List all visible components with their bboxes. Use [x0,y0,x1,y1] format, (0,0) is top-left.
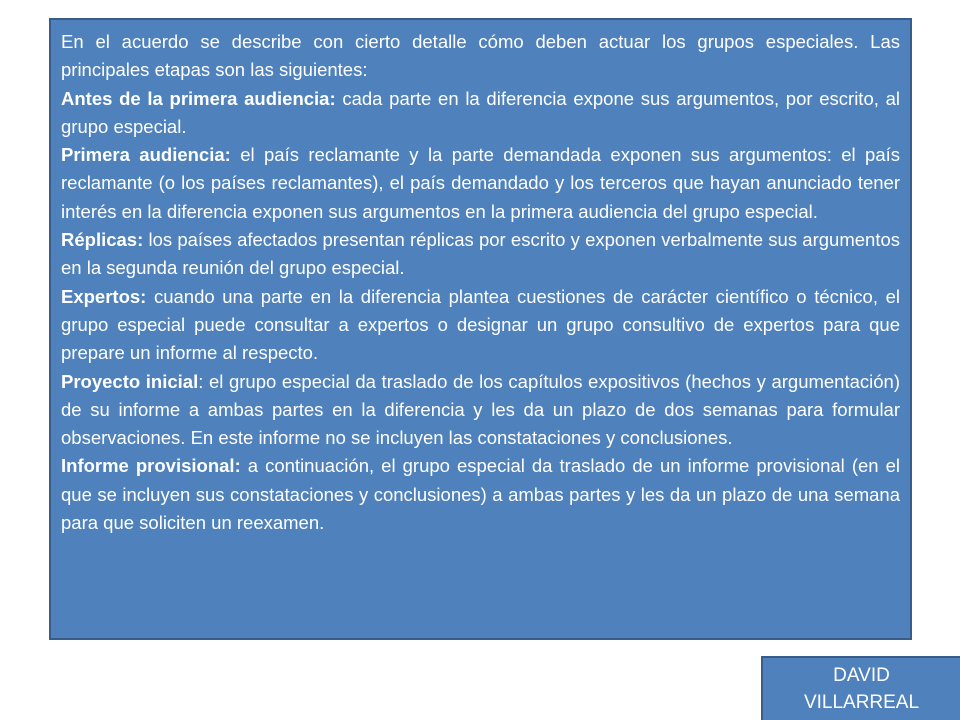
stage-title: Proyecto inicial [61,370,199,392]
author-last-name: VILLARREAL [803,692,920,713]
stage-title: Expertos: [61,285,147,307]
stage-title: Primera audiencia: [61,144,231,166]
stage-text: los países afectados presentan réplicas por escrito y exponen verbalmente sus argumentos en la segunda reunión del grupo especial. [61,229,900,279]
stage-paragraph-rebuttals [61,226,900,283]
stage-text: a continuación, el grupo especial da traslado de un informe provisional (en el que se incluyen sus constataciones y conclusiones) a ambas partes y les da un plazo de una semana para que soliciten un reexamen. [61,455,901,534]
stage-text: el país reclamante y la parte demandada exponen sus argumentos: el país reclamante (o los países reclamantes), el país demandado y los terceros que hayan anunciado tener interés en la diferencia exponen sus argumentos en la primera audiencia del grupo especial. [61,144,900,222]
stage-title: Antes de la primera audiencia: [61,87,336,109]
stage-text: cuando una parte en la diferencia plantea cuestiones de carácter científico o técnico, el grupo especial puede consultar a expertos o designar un grupo consultivo de expertos para que prepare un informe al respecto. [61,285,900,364]
intro-paragraph: En el acuerdo se describe con cierto detalle cómo deben actuar los grupos especiales. Las principales etapas son las siguientes: [61,31,900,81]
author-name-box [761,656,960,720]
stage-paragraph-initial-draft [61,368,900,453]
stage-title: Réplicas: [61,229,144,251]
stage-paragraph-before-first-hearing [61,85,900,142]
content-text-box [49,18,912,640]
stage-paragraph-first-hearing [61,141,900,226]
author-first-name: DAVID [833,665,890,686]
stage-paragraph-interim-report [61,452,900,537]
stage-text: cada parte en la diferencia expone sus argumentos, por escrito, al grupo especial. [61,87,900,137]
stage-paragraph-experts [61,283,900,368]
stage-title: Informe provisional: [61,455,241,477]
stage-text: : el grupo especial da traslado de los capítulos expositivos (hechos y argumentación) de su informe a ambas partes en la diferencia y les da un plazo de dos semanas para formular observaciones. En este informe no se incluyen las constataciones y conclusiones. [61,370,900,449]
